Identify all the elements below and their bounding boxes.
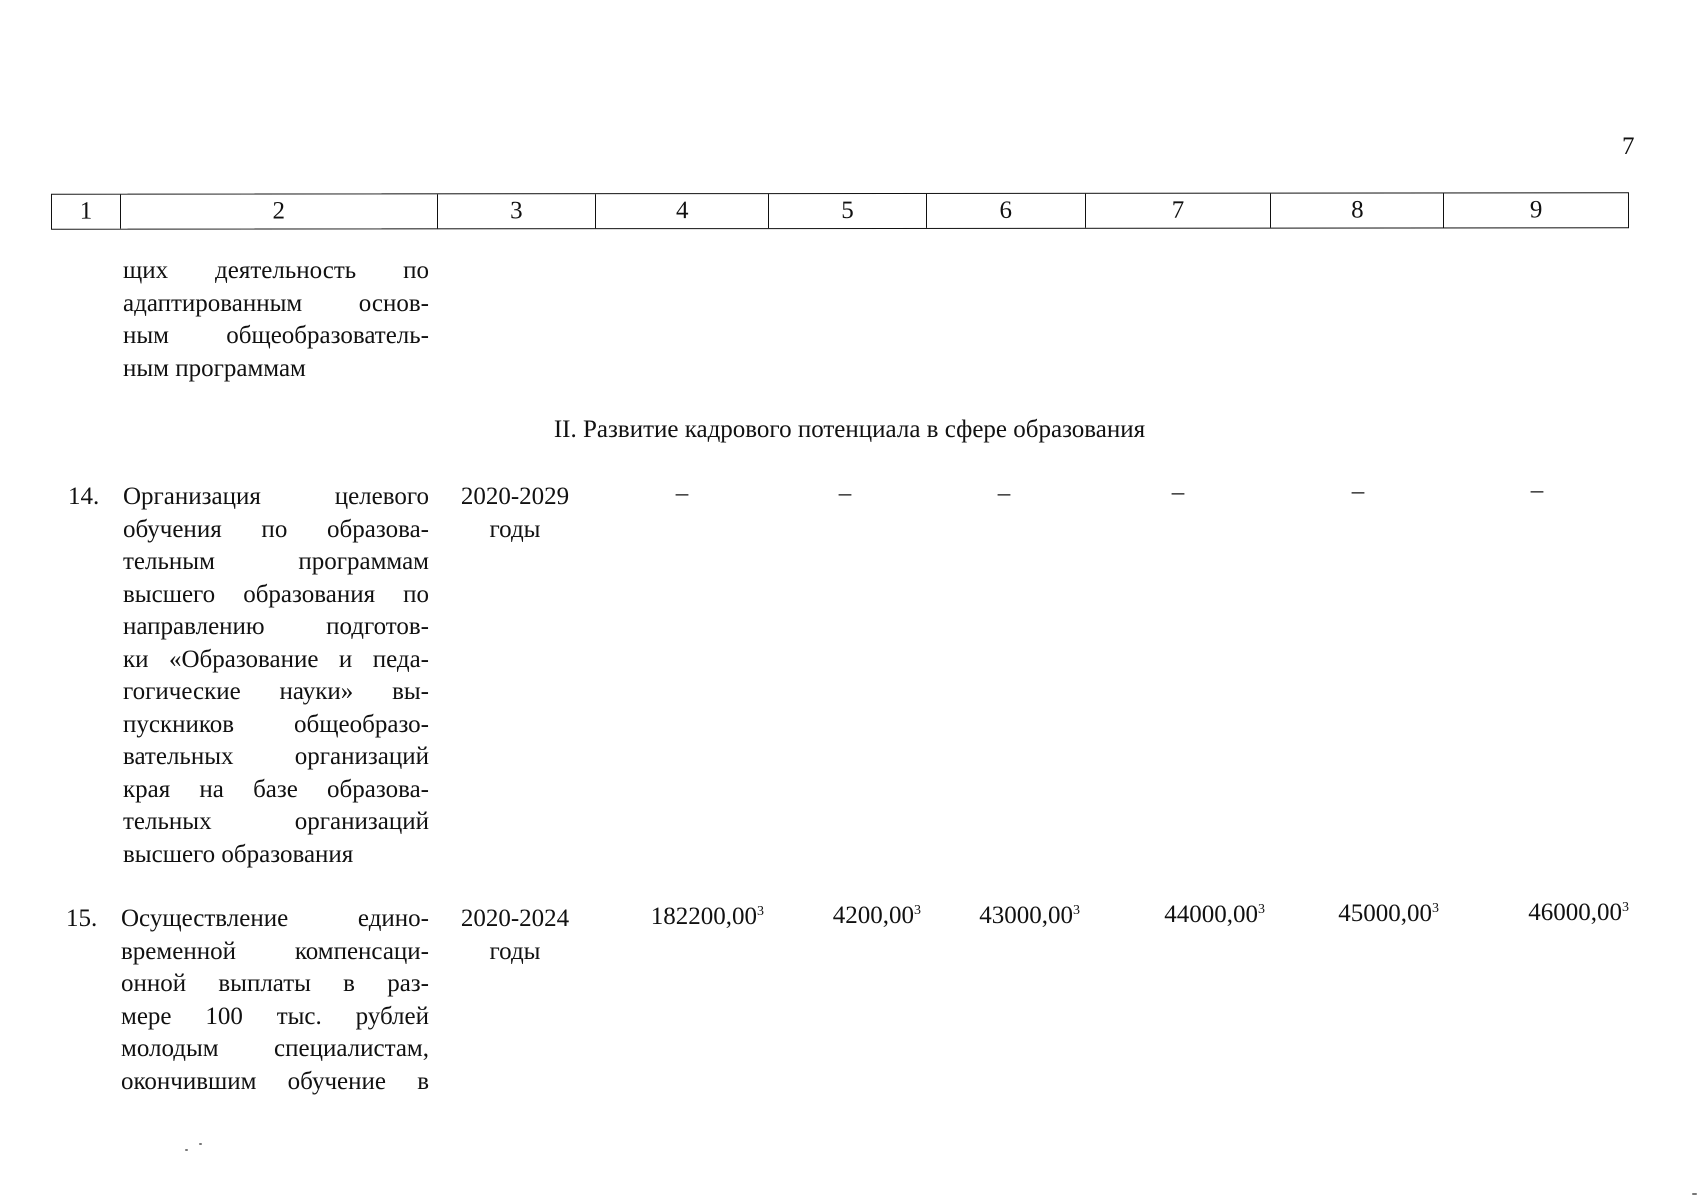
text-line: онной выплаты в раз- [121, 970, 429, 997]
footnote-mark: 3 [757, 904, 764, 919]
text-line: Осуществление едино- [121, 905, 429, 932]
period-years: 2020-2024 [460, 905, 570, 932]
table-header-row [51, 192, 1629, 229]
value-cell: – [997, 480, 1011, 507]
text-line: адаптированным основ- [123, 289, 429, 317]
continuation-text [123, 255, 429, 385]
header-col-5: 5 [769, 194, 927, 228]
text-line: тельных организаций [123, 808, 429, 835]
footnote-mark: 3 [1073, 903, 1080, 918]
text-line: временной компенсаци- [121, 937, 429, 965]
header-col-7: 7 [1086, 194, 1272, 228]
period-years: 2020-2029 [460, 483, 570, 510]
value-cell: – [1171, 479, 1185, 506]
scan-speck [185, 1149, 188, 1151]
value-cell: – [1351, 478, 1365, 505]
row-period [437, 481, 593, 546]
text-line: высшего образования по [123, 580, 429, 608]
header-col-6: 6 [927, 194, 1086, 228]
text-line: мере 100 тыс. рублей [121, 1002, 429, 1030]
text-line: тельным программам [123, 548, 429, 575]
row-number: 15. [66, 905, 98, 932]
scan-speck [1692, 1193, 1697, 1195]
row-description [123, 481, 429, 871]
header-col-1: 1 [52, 195, 121, 229]
header-col-8: 8 [1271, 193, 1444, 227]
row-number: 14. [68, 483, 100, 510]
header-col-3: 3 [437, 194, 596, 228]
text-line: окончившим обучение в [121, 1067, 429, 1095]
text-line: ным программам [123, 354, 306, 382]
value-cell: 182200,00$^3$ [650, 903, 764, 930]
value-cell: 44000,00$^3$ [1164, 901, 1265, 928]
footnote-mark: 3 [1622, 900, 1629, 915]
header-col-4: 4 [596, 194, 769, 228]
text-line: высшего образования [123, 840, 354, 868]
value-cell: 4200,00$^3$ [832, 902, 921, 929]
period-word: годы [489, 937, 541, 965]
value-cell: – [1530, 477, 1544, 504]
text-line: пускников общеобразо- [123, 710, 429, 738]
scan-speck [199, 1143, 202, 1145]
row-period [437, 903, 593, 968]
period-word: годы [489, 515, 541, 543]
text-line: щих деятельность по [123, 257, 429, 284]
text-line: ным общеобразователь- [123, 322, 429, 349]
footnote-mark: 3 [914, 903, 921, 918]
text-line: края на базе образова- [123, 775, 429, 803]
text-line: молодым специалистам, [121, 1035, 429, 1062]
value-cell: – [675, 480, 689, 507]
value-cell: 45000,00$^3$ [1338, 900, 1439, 927]
row-description [121, 903, 429, 1098]
header-col-2: 2 [121, 194, 438, 228]
value-cell: – [838, 480, 852, 507]
value-cell: 43000,00$^3$ [979, 902, 1080, 929]
value-cell: 46000,00$^3$ [1528, 899, 1629, 926]
section-title: II. Развитие кадрового потенциала в сфере образования [553, 416, 1146, 443]
footnote-mark: 3 [1258, 902, 1265, 917]
footnote-mark: 3 [1432, 901, 1439, 916]
text-line: гогические науки» вы- [123, 678, 429, 705]
header-col-9: 9 [1529, 196, 1543, 224]
text-line: Организация целевого [123, 483, 429, 510]
text-line: направлению подготов- [123, 613, 429, 640]
text-line: обучения по образова- [123, 515, 429, 543]
page-number: 7 [1622, 133, 1635, 160]
text-line: ки «Образование и педа- [123, 645, 429, 673]
text-line: вательных организаций [123, 743, 429, 770]
